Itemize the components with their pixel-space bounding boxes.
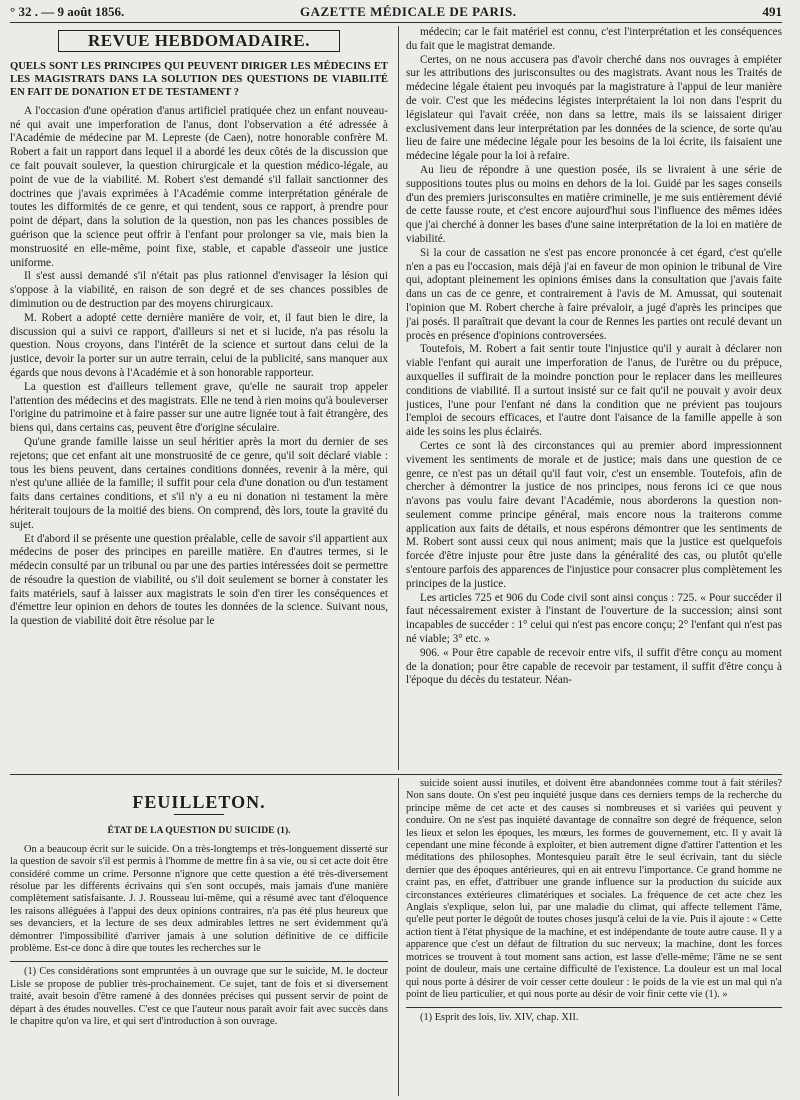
page-number: 491 [762,4,782,19]
feuilleton-left-footnote: (1) Ces considérations sont empruntées à un ouvrage que sur le suicide, M. le docteur Lisle se propose de publier très-prochainement. Ce sujet, tant de fois et si diversement traité, avait besoin d'être ramené à des données précises qui pussent servir de point de départ à des études nouvelles. C'est ce que l'auteur nous paraît avoir fait avec succès dans le chapitre qu'on va lire, et qui sert d'introduction à son ouvrage. [10,966,388,1028]
paragraph: Et d'abord il se présente une question préalable, celle de savoir s'il appartient aux médecins de poser des principes en pareille matière. En d'autres termes, si le médecin consulté par un tribunal ou par une des parties intéressées doit se permettre de résoudre la question de viabilité, ou s'il doit seulement se borner à constater les faits matériels, sauf à laisser aux magistrats le soin d'en tirer les conséquences et d'émettre leur opinion en dehors de toutes les données de la science. Suivant nous, la question de viabilité doit être résolue par le [10,532,388,628]
paragraph: Certes, on ne nous accusera pas d'avoir cherché dans nos ouvrages à empiéter sur les attributions des jurisconsultes ou des magistrats. Avant nous les Traités de médecine légale étaient peu invoqués par la magistrature à l'appui de leur manière de voir. C'est que les médecins légistes interprétaient la loi non dans l'esprit du législateur qui l'avait créée, non dans sa lettre, mais ils se laissaient diriger exclusivement dans leur interprétation par les données de la science, de sorte qu'au lieu de faire une médecine légale pour les besoins de la loi écrite, ils faisaient une médecine légale pour la loi à refaire. [406,53,782,163]
feuilleton-right-text [406,778,782,1001]
paragraph: Si la cour de cassation ne s'est pas encore prononcée à cet égard, c'est qu'elle n'en a pas eu l'occasion, mais déjà j'ai en faveur de mon opinion le tribunal de Vire qui, adoptant pleinement les opinions émises dans la consultation que j'avais faite dans un cas de ce genre, et contrairement à l'avis de M. Amussat, qui soutenait l'opinion que M. Robert cherche à faire prévaloir, a jugé d'après les principes que j'ai posés. Il paraîtrait que devant la cour de Rennes les parties ont reculé devant un procès en présence d'opinions controversées. [406,246,782,342]
revue-right-text [406,26,782,688]
paragraph: Certes ce sont là des circonstances qui au premier abord impressionnent vivement les sentiments de morale et de justice; mais dans une question de ce genre, ce n'est pas un détail qu'il faut voir, c'est un ensemble. Toutefois, afin de chercher à démontrer la justice de nos principes, nous ferons ici ce que nous n'avons pas voulu faire devant l'Académie, nous aborderons la question non-seulement comme principe général, mais encore nous la traiterons comme application aux faits de détails, et nous espérons démontrer que les sentiments de M. Robert sont aussi ceux qui nous animent; mais que la justice est quelquefois forcée d'être injuste pour être juste dans la généralité des cas, ou plutôt qu'elle s'entoure parfois des apparences de l'injustice pour consacrer plus complètement les principes de la justice. [406,439,782,590]
title-rule [174,814,224,815]
paragraph: médecin; car le fait matériel est connu, c'est l'interprétation et les conséquences du fait que le magistrat demande. [406,26,782,52]
issue-date: ° 32 . — 9 août 1856. [10,4,125,19]
paragraph: On a beaucoup écrit sur le suicide. On a très-longtemps et très-longuement disserté sur la question de savoir s'il est permis à l'homme de mettre fin à sa vie, ou si cet acte doit être considéré comme un crime. Personne n'ignore que cette question a été très-diversement résolue par les différents écrivains qui s'en sont occupés, mais jamais d'une manière complètement satisfaisante. J. J. Rousseau lui-même, qui a résumé avec tant d'éloquence les raisons alléguées à l'appui des deux opinions contraires, n'a pas été plus heureux que ses devanciers, et la lecture de ses deux admirables lettres ne sert évidemment qu'à démontrer l'impossibilité d'arriver jamais à une solution définitive de ce difficile problème. Est-ce donc à dire que toutes les recherches sur le [10,843,388,955]
revue-title: REVUE HEBDOMADAIRE. [58,30,340,52]
paragraph: Toutefois, M. Robert a fait sentir toute l'injustice qu'il y aurait à déclarer non viable l'enfant qui aurait une imperforation de l'anus, de l'urètre ou du prépuce, auxquelles il suffirait de la moindre ponction pour le replacer dans les meilleures conditions de viabilité. Il a surtout insisté sur ce fait qu'il ne pouvait y avoir deux justices, l'une pour l'enfant né dans la condition que ne prévient pas toujours l'emploi de secours efficaces, et l'autre dont l'aisance de la famille appelle à son aide les soins les plus éclairés. [406,343,782,439]
paragraph: Les articles 725 et 906 du Code civil sont ainsi conçus : 725. « Pour succéder il faut nécessairement exister à l'instant de l'ouverture de la succession; ainsi sont incapables de succéder : 1° celui qui n'est pas encore conçu; 2° l'enfant qui n'est pas né viable; 3° etc. » [406,591,782,646]
paragraph: suicide soient aussi inutiles, et doivent être abandonnées comme tout à fait stériles? Non sans doute. On s'est peu inquiété jusque dans ces derniers temps de la recherche du principe même de cet acte et des causes si nombreuses et si variées qui peuvent y conduire. On ne s'est pas inquiété davantage de connaître son degré de fréquence, selon les lieux et selon les époques, les mœurs, les formes de gouvernement, etc. Il y avait là cependant une mine féconde à exploiter, et bien autrement digne d'attirer l'attention et les méditations des philosophes. Montesquieu paraît être le seul écrivain, tant du siècle dernier que des époques antérieures, qui en ait entrevu l'importance. Ce grand homme ne craint pas, en effet, d'attribuer une grande influence sur la production du suicide aux circonstances extérieures climatériques et sociales. La fréquence de cet acte chez les Anglais s'explique, selon lui, par une maladie du climat, qui affecte tellement l'âme, qu'elle peut porter le dégoût de toutes choses jusqu'à celui de la vie. Puis il ajoute : « Cette action tient à l'état physique de la machine, et est indépendante de toute autre cause. Il y a apparence que c'est un défaut de filtration du suc nerveux; la machine, dont les forces motrices se trouvent à tout moment sans action, est lasse d'elle-même; l'âme ne se sent point de douleur, mais une certaine difficulté de l'existence. La douleur est un mal local qui nous porte à désirer de voir cesser cette douleur : le poids de la vie est un mal qui n'a point de lieu particulier, et qui nous porte au désir de voir finir cette vie (1). » [406,778,782,1000]
feuilleton-right-column [406,778,782,1096]
column-divider [398,26,399,770]
section-divider [10,774,782,775]
revue-left-column [10,26,388,770]
feuilleton-left-text [10,844,388,956]
paragraph: 906. « Pour être capable de recevoir entre vifs, il suffit d'être conçu au moment de la donation; pour être capable de recevoir par testament, il suffit d'être conçu à l'époque du décès du testateur. Néan- [406,646,782,687]
paragraph: M. Robert a adopté cette dernière manière de voir, et, il faut bien le dire, la discussion qui a suivi ce rapport, d'ailleurs si net et si lucide, n'a pas résolu la question. Nous croyons, dans l'intérêt de la science et surtout dans celui de la justice, devoir la porter sur un autre terrain, celui de la publicité, sans manquer aux égards que nous devons à l'Académie et à son honorable rapporteur. [10,311,388,379]
journal-title: GAZETTE MÉDICALE DE PARIS. [300,4,517,19]
feuilleton-left-column [10,778,388,1096]
running-header [10,4,782,23]
feuilleton-subtitle: ÉTAT DE LA QUESTION DU SUICIDE (1). [107,825,291,837]
feuilleton-right-footnote: (1) Esprit des lois, liv. XIV, chap. XII. [420,1012,579,1024]
paragraph: Il s'est aussi demandé s'il n'était pas plus rationnel d'envisager la lésion qui s'oppose à la viabilité, en raison de son degré et de ses chances possibles de diminution ou de destruction par des moyens chirurgicaux. [10,270,388,310]
revue-left-text [10,105,388,629]
paragraph: Au lieu de répondre à une question posée, ils se livraient à une série de suppositions toutes plus ou moins en dehors de la loi. Guidé par les sages conseils d'un des premiers jurisconsultes en matière criminelle, je me suis entièrement dévié de cette fausse route, et c'est encore aujourd'hui sous l'influence des mêmes idées que j'ai cherché à donner les bases d'une saine interprétation de la loi en matière de viabilité. [406,163,782,245]
footnote-rule [10,961,388,962]
revue-right-column [406,26,782,770]
feuilleton-title: FEUILLETON. [132,792,266,812]
revue-subtitle: QUELS SONT LES PRINCIPES QUI PEUVENT DIRIGER LES MÉDECINS ET LES MAGISTRATS DANS LA SOLUTION DES QUESTIONS DE VIABILITÉ EN FAIT DE DONATION ET DE TESTAMENT ? [10,60,388,98]
footnote-rule [406,1007,782,1008]
paragraph: La question est d'ailleurs tellement grave, qu'elle ne saurait trop appeler l'attention des médecins et des magistrats. Elle ne tend à rien moins qu'à bouleverser l'origine du patrimoine et à faire passer sur une autre lignée tout à fait étrangère, des biens qui, dans certains cas, peuvent être d'origine séculaire. [10,380,388,435]
paragraph: A l'occasion d'une opération d'anus artificiel pratiquée chez un enfant nouveau-né qui avait une imperforation de l'anus, dont l'observation a été adressée à l'Académie de médecine par M. Lepreste (de Caen), notre honorable confrère M. Robert a fait un rapport dans lequel il a abordé les deux côtés de la discussion que ce fait pouvait soulever, la question chirurgicale et la question médico-légale, au point de vue de la viabilité. M. Robert s'est demandé s'il fallait sanctionner des doctrines que j'avais exprimées à l'Académie comme interprétation générale de toutes les difformités de ce genre, et qui tendent, sous ce rapport, à prendre pour point de départ, dans la solution de la question, non pas les chances possibles de guérison que la science peut offrir à l'enfant pour prolonger sa vie, mais bien la monstruosité en elle-même, point fixe, stable, et capable d'asseoir une justice uniforme. [10,104,388,269]
paragraph: Qu'une grande famille laisse un seul héritier après la mort du dernier de ses rejetons; que cet enfant ait une monstruosité de ce genre, qu'il soit déclaré viable : tous les biens peuvent, dans certaines conditions données, revenir à la mère, qui n'est qu'une alliée de la famille; il suffit pour cela d'une donation ou d'un testament faits dans certaines conditions, et s'il n'y a eu ni donation ni testament la mère hériterait toujours de la moitié des biens. On comprend, dès lors, toute la gravité du sujet. [10,435,388,531]
column-divider [398,778,399,1096]
